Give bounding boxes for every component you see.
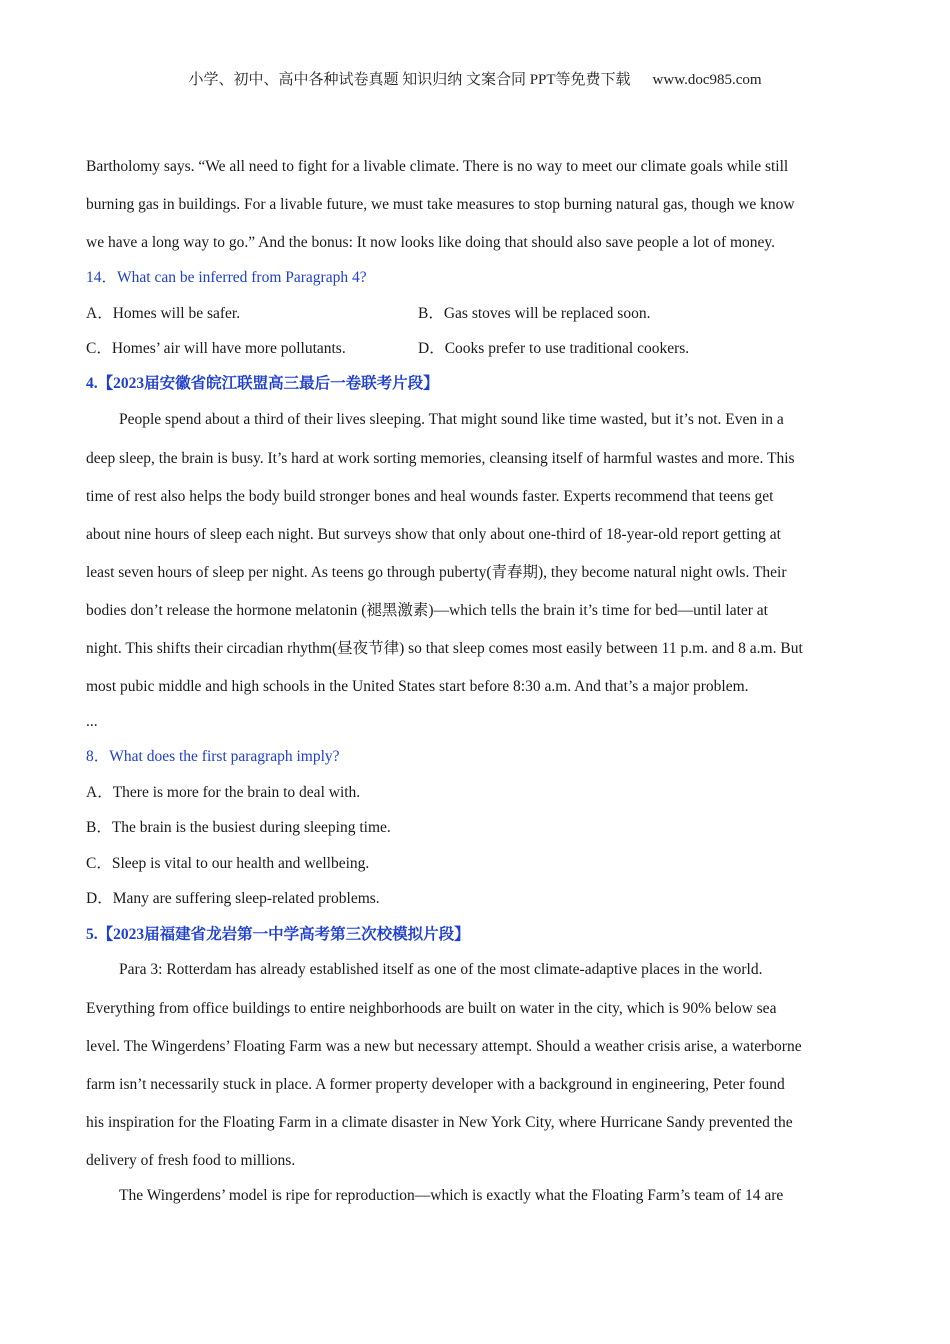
page-header	[0, 68, 950, 89]
passage-line: most pubic middle and high schools in the United States start before 8:30 a.m. And that’s a major problem.	[86, 678, 749, 695]
option-b: B．Gas stoves will be replaced soon.	[418, 305, 651, 322]
header-site-link[interactable]: www.doc985.com	[652, 72, 762, 88]
passage-line: burning gas in buildings. For a livable future, we must take measures to stop burning natural gas, though we know	[86, 196, 795, 213]
passage-line: time of rest also helps the body build stronger bones and heal wounds faster. Experts recommend that teens get	[86, 488, 774, 505]
question-8: 8．What does the first paragraph imply?	[86, 748, 340, 765]
option-c: C．Homes’ air will have more pollutants.	[86, 340, 346, 357]
passage-line: deep sleep, the brain is busy. It’s hard at work sorting memories, cleansing itself of harmful wastes and more. This	[86, 450, 795, 467]
question-14: 14．What can be inferred from Paragraph 4?	[86, 269, 367, 286]
passage-line: Bartholomy says. “We all need to fight for a livable climate. There is no way to meet our climate goals while still	[86, 158, 789, 175]
option-a: A．Homes will be safer.	[86, 305, 241, 322]
header-text: 小学、初中、高中各种试卷真题 知识归纳 文案合同 PPT等免费下载	[188, 72, 631, 88]
passage-line: night. This shifts their circadian rhythm(昼夜节律) so that sleep comes most easily between 11 p.m. and 8 a.m. But	[86, 640, 803, 657]
option-b: B．The brain is the busiest during sleeping time.	[86, 819, 391, 836]
section-4-title: 4.【2023届安徽省皖江联盟高三最后一卷联考片段】	[86, 375, 439, 392]
passage-line: level. The Wingerdens’ Floating Farm was a new but necessary attempt. Should a weather crisis arise, a waterborne	[86, 1038, 802, 1055]
passage-line: his inspiration for the Floating Farm in a climate disaster in New York City, where Hurricane Sandy prevented the	[86, 1114, 793, 1131]
passage-line: Para 3: Rotterdam has already established itself as one of the most climate-adaptive places in the world.	[119, 961, 763, 978]
section-5-title: 5.【2023届福建省龙岩第一中学高考第三次校模拟片段】	[86, 926, 470, 943]
passage-line: bodies don’t release the hormone melatonin (褪黑激素)—which tells the brain it’s time for bed—until later at	[86, 602, 768, 619]
passage-line: delivery of fresh food to millions.	[86, 1152, 296, 1169]
passage-line: The Wingerdens’ model is ripe for reproduction—which is exactly what the Floating Farm’s team of 14 are	[119, 1187, 784, 1204]
passage-line: farm isn’t necessarily stuck in place. A former property developer with a background in engineering, Peter found	[86, 1076, 785, 1093]
ellipsis: ...	[86, 713, 98, 730]
passage-line: least seven hours of sleep per night. As teens go through puberty(青春期), they become natural night owls. Their	[86, 564, 787, 581]
option-a: A．There is more for the brain to deal with.	[86, 784, 361, 801]
passage-line: Everything from office buildings to entire neighborhoods are built on water in the city, which is 90% below sea	[86, 1000, 777, 1017]
passage-line: about nine hours of sleep each night. But surveys show that only about one-third of 18-year-old report getting at	[86, 526, 781, 543]
passage-line: People spend about a third of their lives sleeping. That might sound like time wasted, but it’s not. Even in a	[119, 411, 784, 428]
option-d: D．Cooks prefer to use traditional cookers.	[418, 340, 690, 357]
passage-line: we have a long way to go.” And the bonus: It now looks like doing that should also save people a lot of money.	[86, 234, 776, 251]
option-c: C．Sleep is vital to our health and wellbeing.	[86, 855, 370, 872]
option-d: D．Many are suffering sleep-related problems.	[86, 890, 380, 907]
